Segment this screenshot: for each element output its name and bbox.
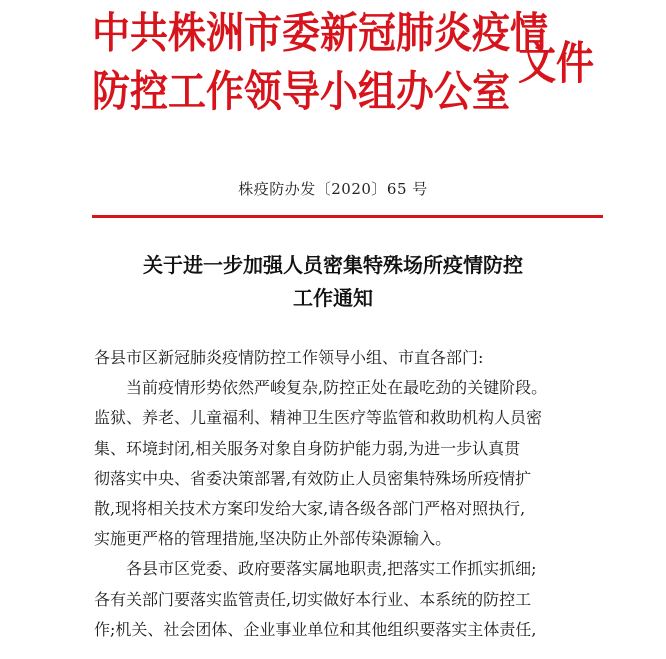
addressee: 各县市区新冠肺炎疫情防控工作领导小组、市直各部门:	[94, 348, 484, 367]
paragraph-1-line: 散,现将相关技术方案印发给大家,请各级各部门严格对照执行,	[94, 498, 526, 518]
issuer-line-1: 中共株洲市委新冠肺炎疫情	[92, 7, 549, 58]
red-divider	[92, 215, 603, 218]
paragraph-2-line: 各有关部门要落实监管责任,切实做好本行业、本系统的防控工	[94, 589, 532, 609]
title-line-1: 关于进一步加强人员密集特殊场所疫情防控	[143, 253, 523, 277]
paragraph-1-line: 当前疫情形势依然严峻复杂,防控正处在最吃劲的关键阶段。	[126, 378, 548, 398]
paragraph-2-line: 各县市区党委、政府要落实属地职责,把落实工作抓实抓细;	[126, 559, 537, 579]
document-body	[94, 343, 614, 645]
title-line-2: 工作通知	[293, 286, 373, 310]
document-title	[0, 249, 666, 315]
paragraph-1-line: 彻落实中央、省委决策部署,有效防止人员密集特殊场所疫情扩	[94, 468, 532, 488]
document-number: 株疫防办发〔2020〕65 号	[238, 180, 428, 198]
issuer-letterhead	[92, 4, 549, 120]
paragraph-1-line: 集、环境封闭,相关服务对象自身防护能力弱,为进一步认真贯	[94, 438, 521, 458]
paragraph-1-line: 实施更严格的管理措施,坚决防止外部传染源输入。	[94, 529, 452, 549]
document-word: 文件	[518, 36, 595, 90]
issuer-line-2: 防控工作领导小组办公室	[92, 65, 511, 116]
paragraph-1-line: 监狱、养老、儿童福利、精神卫生医疗等监管和救助机构人员密	[94, 408, 543, 428]
paragraph-2-line: 作;机关、社会团体、企业事业单位和其他组织要落实主体责任,	[94, 619, 537, 639]
